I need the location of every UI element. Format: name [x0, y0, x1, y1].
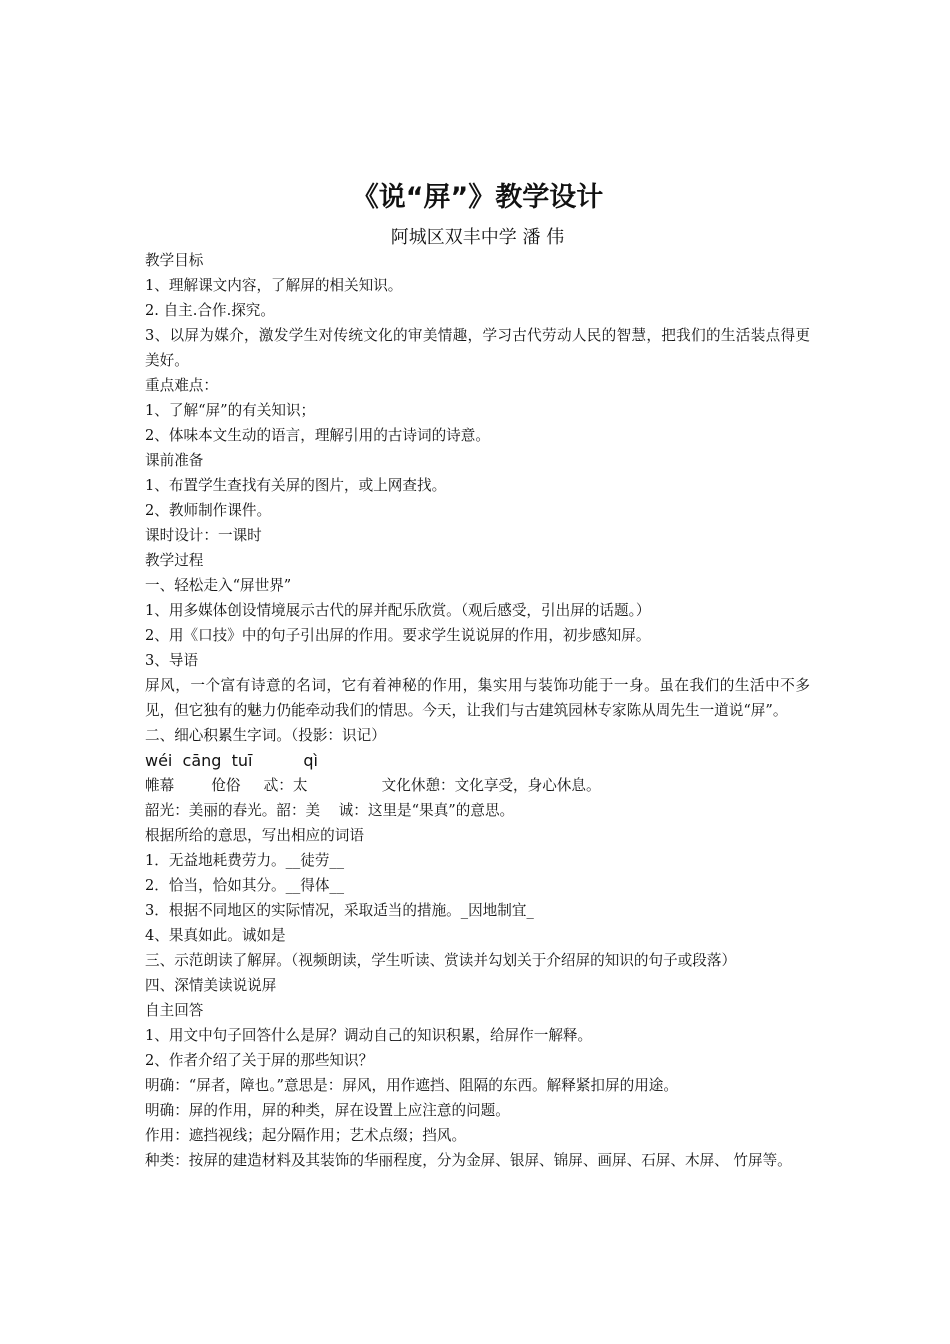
heading-teaching-process: 教学过程 [145, 552, 204, 569]
exercise-answer: _因地制宜_ [460, 902, 534, 919]
preparation-item: 1、布置学生查找有关屏的图片，或上网查找。 [145, 477, 447, 494]
exercise-question: 2．恰当，恰如其分。 [145, 877, 286, 894]
exercise-answer: __得体__ [285, 877, 345, 894]
heading-key-points: 重点难点： [145, 377, 218, 394]
goal-item: 3、以屏为媒介，激发学生对传统文化的审美情趣，学习古代劳动人民的智慧，把我们的生活装点得更美好。 [145, 327, 810, 369]
exercise-item [145, 898, 810, 923]
exercise-question: 1．无益地耗费劳力。 [145, 852, 286, 869]
document-title: 《说“屏”》教学设计 [351, 182, 604, 213]
document-body [145, 248, 810, 1173]
answer-item: 明确：屏的作用，屏的种类，屏在设置上应注意的问题。 [145, 1102, 510, 1119]
goal-item: 1、理解课文内容，了解屏的相关知识。 [145, 277, 403, 294]
answer-item: 明确：“屏者，障也。”意思是：屏风，用作遮挡、阻隔的东西。解释紧扣屏的用途。 [145, 1077, 678, 1094]
exercise-item: 4、果真如此。诚如是 [145, 927, 286, 944]
pinyin-line: wéi cāng tuī qì [145, 751, 318, 770]
subheading: 自主回答 [145, 1002, 204, 1019]
document-author: 阿城区双丰中学 潘 伟 [390, 227, 565, 248]
preparation-item: 2、教师制作课件。 [145, 502, 272, 519]
section-heading: 一、轻松走入“屏世界” [145, 577, 292, 594]
exercise-answer: __徒劳__ [285, 852, 345, 869]
question-item: 2、作者介绍了关于屏的那些知识？ [145, 1052, 374, 1069]
section-heading: 三、示范朗读了解屏。（视频朗读，学生听读、赏读并勾划关于介绍屏的知识的句子或段落） [145, 952, 737, 969]
key-point-item: 2、体味本文生动的语言，理解引用的古诗词的诗意。 [145, 427, 490, 444]
exercise-item [145, 848, 810, 873]
process-item: 2、用《口技》中的句子引出屏的作用。要求学生说说屏的作用，初步感知屏。 [145, 627, 651, 644]
question-item: 1、用文中句子回答什么是屏？调动自己的知识积累，给屏作一解释。 [145, 1027, 593, 1044]
section-heading: 二、细心积累生字词。（投影：识记） [145, 727, 386, 744]
heading-preparation: 课前准备 [145, 452, 204, 469]
vocab-line: 韶光：美丽的春光。韶：美 诚：这里是“果真”的意思。 [145, 802, 515, 819]
section-heading: 四、深情美读说说屏 [145, 977, 277, 994]
answer-item: 作用：遮挡视线；起分隔作用；艺术点缀；挡风。 [145, 1127, 467, 1144]
class-hours: 课时设计：一课时 [145, 527, 262, 544]
exercise-question: 3．根据不同地区的实际情况，采取适当的措施。 [145, 902, 461, 919]
answer-item: 种类：按屏的建造材料及其装饰的华丽程度，分为金屏、银屏、锦屏、画屏、石屏、木屏、 竹屏等。 [145, 1152, 792, 1169]
goal-item: 2. 自主.合作.探究。 [145, 302, 275, 319]
process-item: 3、导语 [145, 652, 199, 669]
vocab-line: 帷幕 伧俗 忒：太 文化休憩：文化享受，身心休息。 [145, 777, 601, 794]
exercise-instruction: 根据所给的意思，写出相应的词语 [145, 827, 364, 844]
heading-teaching-goals: 教学目标 [145, 252, 204, 269]
exercise-item [145, 873, 810, 898]
key-point-item: 1、了解“屏”的有关知识； [145, 402, 316, 419]
process-item: 1、用多媒体创设情境展示古代的屏并配乐欣赏。（观后感受，引出屏的话题。） [145, 602, 651, 619]
introduction-paragraph: 屏风，一个富有诗意的名词，它有着神秘的作用，集实用与装饰功能于一身。虽在我们的生活中不多见，但它独有的魅力仍能牵动我们的情思。今天，让我们与古建筑园林专家陈从周先生一道说“屏”。 [145, 677, 810, 719]
